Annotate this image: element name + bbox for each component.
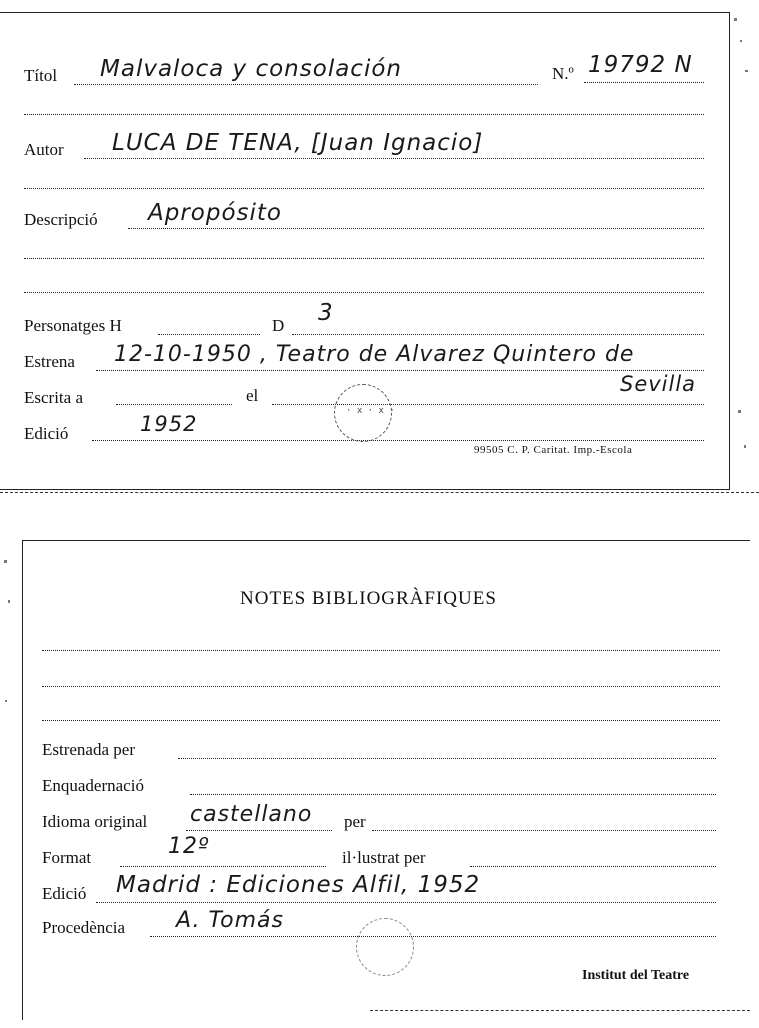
scan-speck <box>4 560 7 563</box>
idioma-per-line <box>372 830 716 831</box>
idioma-line <box>186 830 332 831</box>
procedencia-value: A. Tomás <box>176 908 284 933</box>
d-label: D <box>272 316 285 335</box>
edicio-line <box>92 440 704 441</box>
idioma-value: castellano <box>190 802 313 827</box>
estrena-line <box>96 370 704 371</box>
edicio-label: Edició <box>24 424 69 443</box>
card-separator <box>0 492 759 493</box>
descripcio-label: Descripció <box>24 210 98 229</box>
idioma-per-label: per <box>344 812 366 831</box>
descripcio-value: Apropósito <box>148 200 282 226</box>
blank-line <box>24 292 704 293</box>
edicio-label-bottom: Edició <box>42 884 87 903</box>
illustrat-line <box>470 866 716 867</box>
blank-line <box>24 114 704 115</box>
estrenada-label: Estrenada per <box>42 740 135 759</box>
institut-imprint: Institut del Teatre <box>582 968 690 983</box>
autor-label: Autor <box>24 140 64 159</box>
personatges-h-line <box>158 334 260 335</box>
printer-imprint: 99505 C. P. Caritat. Imp.-Escola <box>474 444 633 456</box>
procedencia-label: Procedència <box>42 918 126 937</box>
blank-line <box>24 188 704 189</box>
blank-line <box>42 686 720 687</box>
edicio-line-bottom <box>96 902 716 903</box>
illustrat-label: il·lustrat per <box>342 848 426 867</box>
escrita-line <box>116 404 232 405</box>
notes-title: NOTES BIBLIOGRÀFIQUES <box>240 588 497 609</box>
scan-speck <box>734 18 737 21</box>
scan-speck <box>740 40 742 42</box>
autor-value: LUCA DE TENA, [Juan Ignacio] <box>112 130 484 156</box>
scan-speck <box>745 70 748 72</box>
edicio-value: 1952 <box>140 412 198 436</box>
num-label: N.º <box>552 64 574 83</box>
stamp-marks: · x · x · <box>346 406 395 416</box>
titol-label: Títol <box>24 66 58 85</box>
scan-speck <box>738 410 741 413</box>
format-line <box>120 866 326 867</box>
scan-speck <box>5 700 7 702</box>
d-value: 3 <box>318 300 334 326</box>
descripcio-line <box>128 228 704 229</box>
format-label: Format <box>42 848 92 867</box>
idioma-label: Idioma original <box>42 812 148 831</box>
titol-value: Malvaloca y consolación <box>100 56 402 82</box>
card-bottom-edge <box>370 1010 750 1011</box>
blank-line <box>42 720 720 721</box>
personatges-label: Personatges H <box>24 316 122 335</box>
estrena-value: 12-10-1950 , Teatro de Alvarez Quintero de <box>114 342 635 367</box>
procedencia-line <box>150 936 716 937</box>
blank-line <box>24 258 704 259</box>
titol-line <box>74 84 538 85</box>
enquadernacio-label: Enquadernació <box>42 776 144 795</box>
el-label: el <box>246 386 259 405</box>
num-value: 19792 N <box>588 52 693 78</box>
autor-line <box>84 158 704 159</box>
library-stamp-faint <box>356 918 414 976</box>
escrita-label: Escrita a <box>24 388 83 407</box>
enquadernacio-line <box>190 794 716 795</box>
estrenada-line <box>178 758 716 759</box>
blank-line <box>42 650 720 651</box>
estrena-label: Estrena <box>24 352 75 371</box>
personatges-d-line <box>292 334 704 335</box>
edicio-value-bottom: Madrid : Ediciones Alfil, 1952 <box>116 872 481 898</box>
num-line <box>584 82 704 83</box>
scan-speck <box>744 445 746 448</box>
format-value: 12º <box>168 834 210 859</box>
estrena-value-cont: Sevilla <box>620 372 697 396</box>
scan-speck <box>8 600 10 603</box>
